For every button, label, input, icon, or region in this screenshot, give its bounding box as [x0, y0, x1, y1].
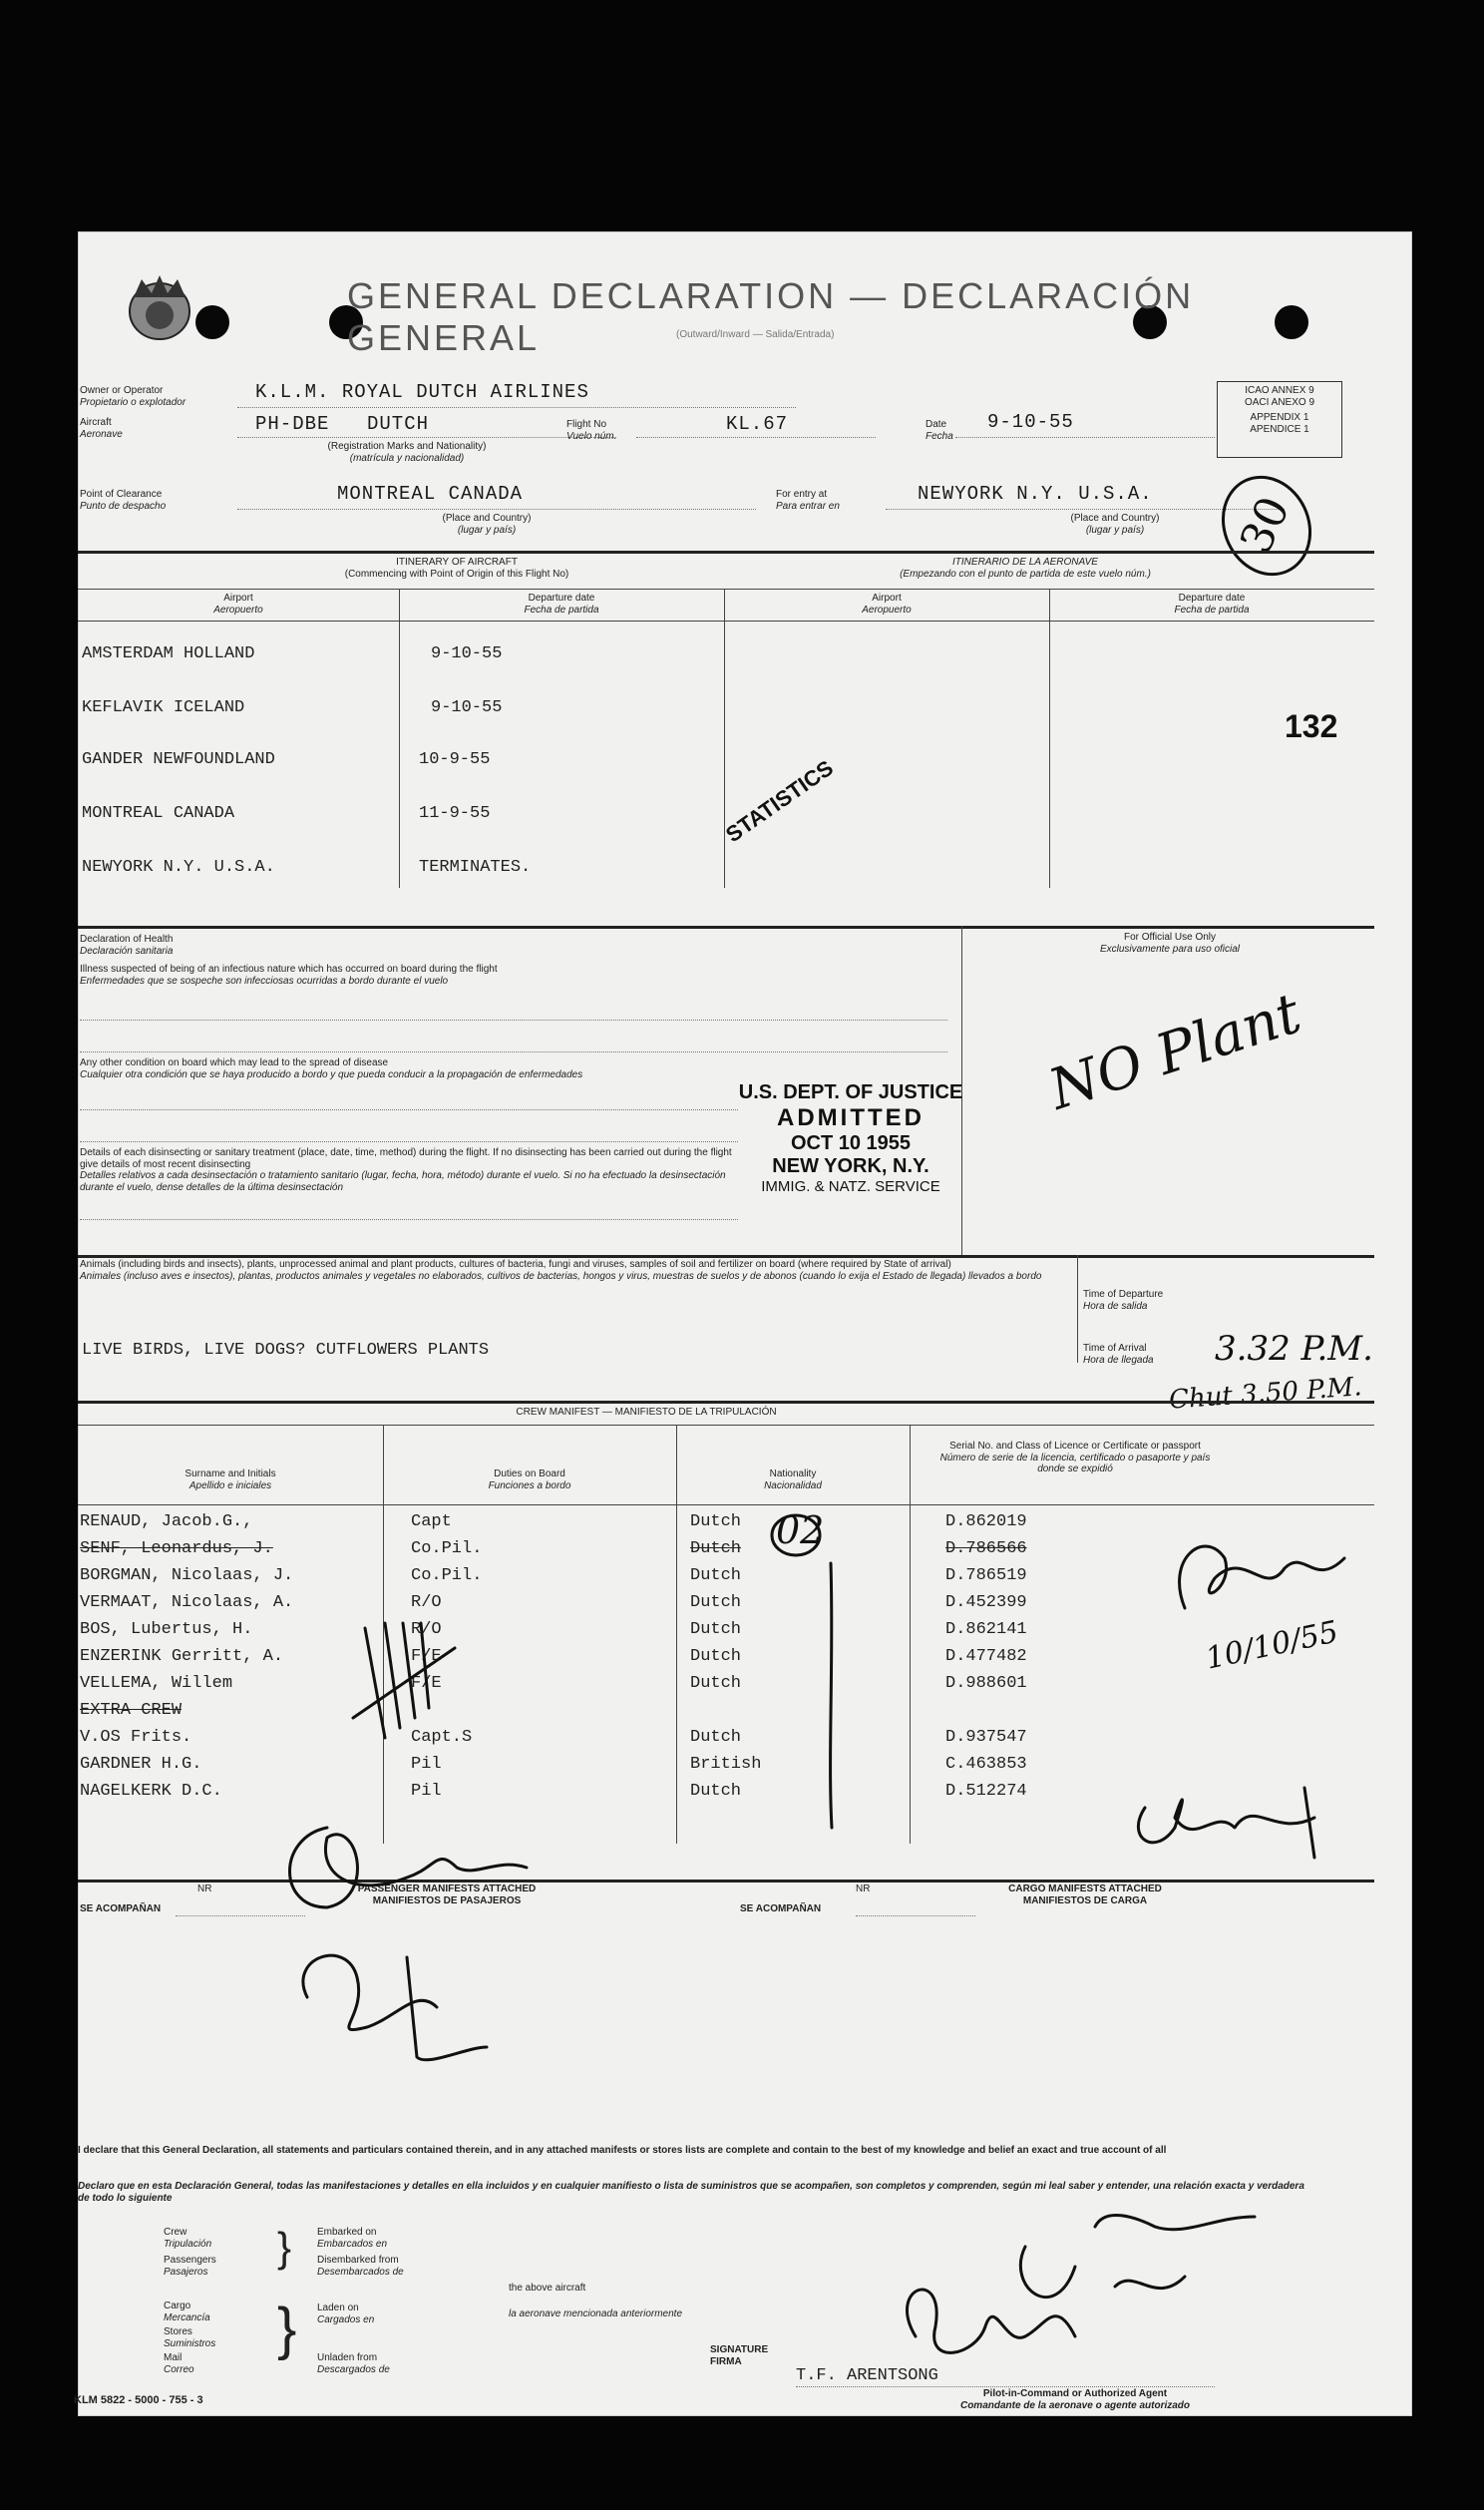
- svg-text:30: 30: [1230, 489, 1300, 562]
- itinerary-title-es: ITINERARIO DE LA AERONAVE (Empezando con el punto de partida de este vuelo núm.): [900, 557, 1151, 580]
- crew-serial: D.862019: [945, 1512, 1027, 1531]
- pax-sa: SE ACOMPAÑAN: [80, 1903, 162, 1914]
- form-title: GENERAL DECLARATION — DECLARACIÓN GENERAL: [347, 275, 1195, 358]
- crew-tally-marks: [345, 1608, 465, 1748]
- entry-caption: (Place and Country) (lugar y país): [1070, 513, 1160, 536]
- crew-date-note: 10/10/55: [1202, 1614, 1341, 1677]
- form-subtitle: (Outward/Inward — Salida/Entrada): [676, 329, 835, 340]
- crew-serial: D.786519: [945, 1566, 1027, 1585]
- above-aircraft-es: la aeronave mencionada anteriormente: [509, 2308, 682, 2319]
- crew-duty: R/O: [411, 1593, 442, 1612]
- col-airport: Airport Aeropuerto: [213, 593, 263, 616]
- pax-manifest: PASSENGER MANIFESTS ATTACHED MANIFIESTOS DE PASAJEROS: [357, 1883, 537, 1906]
- crew-serial: D.512274: [945, 1782, 1027, 1801]
- arrival-time-value-2: Chut 3.50 P.M.: [1168, 1372, 1363, 1416]
- health-q2: Any other condition on board which may lead to the spread of disease Cualquier otra condición que se haya producido a bordo y que pueda conducir a la propagación de enfermedades: [80, 1057, 583, 1080]
- col-nat: Nationality Nacionalidad: [764, 1468, 822, 1491]
- crew-nat: Dutch: [690, 1620, 742, 1639]
- crew-serial: D.988601: [945, 1674, 1027, 1693]
- owner-label: Owner or Operator Propietario o explotador: [80, 385, 186, 408]
- lad-label: Laden on Cargados en: [317, 2302, 375, 2325]
- crew-duty: Co.Pil.: [411, 1566, 483, 1585]
- dis-label: Disembarked from Desembarcados de: [317, 2255, 404, 2278]
- punch-hole: [195, 305, 229, 339]
- itinerary-airport: GANDER NEWFOUNDLAND: [82, 750, 275, 769]
- aircraft-label: Aircraft Aeronave: [80, 417, 123, 440]
- stores-label: Stores Suministros: [164, 2326, 216, 2349]
- crew-duty: Co.Pil.: [411, 1539, 483, 1558]
- crew-duty: Pil: [411, 1782, 442, 1801]
- crew-nat: Dutch: [690, 1566, 742, 1585]
- arrival-time-value: 3.32 P.M.: [1215, 1329, 1373, 1369]
- crew-duty: F/E: [411, 1647, 442, 1666]
- crew-nat: Dutch: [690, 1728, 742, 1747]
- crew-name: NAGELKERK D.C.: [80, 1782, 222, 1801]
- cargo-label: Cargo Mercancía: [164, 2301, 210, 2323]
- aircraft-caption: (Registration Marks and Nationality) (matrícula y nacionalidad): [327, 441, 487, 464]
- clearance-caption: (Place and Country) (lugar y país): [442, 513, 532, 536]
- itinerary-date: 10-9-55: [419, 750, 491, 769]
- crew-serial: D.862141: [945, 1620, 1027, 1639]
- signature-label: SIGNATURE FIRMA: [710, 2344, 769, 2367]
- itinerary-date: TERMINATES.: [419, 858, 532, 877]
- itinerary-airport: NEWYORK N.Y. U.S.A.: [82, 858, 275, 877]
- crew-name: BORGMAN, Nicolaas, J.: [80, 1566, 294, 1585]
- itinerary-airport: AMSTERDAM HOLLAND: [82, 644, 255, 663]
- health-q1: Illness suspected of being of an infectious nature which has occurred on board during the flight Enfermedades que se sospeche son infecciosas ocurridas a bordo durante el vuelo: [80, 964, 498, 987]
- health-title: Declaration of Health Declaración sanitaria: [80, 934, 174, 957]
- crew-name: SENF, Leonardus, J.: [80, 1539, 273, 1558]
- crew-serial: D.477482: [945, 1647, 1027, 1666]
- clearance-value: MONTREAL CANADA: [337, 483, 524, 505]
- crew-label: Crew Tripulación: [164, 2227, 212, 2250]
- date-label: Date Fecha: [926, 419, 953, 442]
- aircraft-nationality: DUTCH: [367, 413, 430, 435]
- entry-value: NEWYORK N.Y. U.S.A.: [918, 483, 1153, 505]
- captain-signature: [856, 2187, 1285, 2396]
- animals-value: LIVE BIRDS, LIVE DOGS? CUTFLOWERS PLANTS: [82, 1341, 490, 1360]
- crew-name: ENZERINK Gerritt, A.: [80, 1647, 284, 1666]
- itinerary-airport: MONTREAL CANADA: [82, 804, 235, 823]
- crew-name: VERMAAT, Nicolaas, A.: [80, 1593, 294, 1612]
- admitted-stamp: U.S. DEPT. OF JUSTICE ADMITTED OCT 10 1955 NEW YORK, N.Y. IMMIG. & NATZ. SERVICE: [738, 1081, 963, 1195]
- signer-role: Pilot-in-Command or Authorized Agent Comandante de la aeronave o agente autorizado: [959, 2388, 1191, 2411]
- crew-nat: Dutch: [690, 1539, 742, 1558]
- icao-box: ICAO ANNEX 9 OACI ANEXO 9 APPENDIX 1 APENDICE 1: [1217, 381, 1342, 458]
- official-note: NO Plant: [1041, 981, 1308, 1123]
- crew-name: GARDNER H.G.: [80, 1755, 202, 1774]
- crew-name: V.OS Frits.: [80, 1728, 192, 1747]
- crew-name: BOS, Lubertus, H.: [80, 1620, 253, 1639]
- declaration-en: I declare that this General Declaration, all statements and particulars contained therein, and in any attached manifests or stores lists are complete and contain to the best of my knowledge and belief an exact and true account of all: [78, 2145, 1167, 2156]
- crew-serial: C.463853: [945, 1755, 1027, 1774]
- departure-time-label: Time of Departure Hora de salida: [1083, 1289, 1164, 1312]
- crew-nat: British: [690, 1755, 762, 1774]
- declaration-form: GENERAL DECLARATION — DECLARACIÓN GENERAL (Outward/Inward — Salida/Entrada) Owner or Operator Propietario o explotador K.L.M. ROYAL DUTCH AIRLINES Aircraft Aeronave PH-DBE DUTCH (Registration Marks and Nationality) (matrícula y nacionalidad) Flight No Vuelo núm. KL.67 Date Fecha 9-10-55 ICAO ANNEX 9 OACI ANEXO 9 APPENDIX 1 APENDICE 1 Point of Clearance Punto de despacho MONTREAL CANADA (Place and Country) (lugar y país) For entry at Para entrar en NEWYORK N.Y. U.S.A. (Place and Country) (lugar y país) 30 ITINERARY OF AIRCRAFT (Commencing with Point of Origin of this Flight No) ITINERARIO DE LA AERONAVE (Empezando con el punto de partida de este vuelo núm.) Airport Aeropuerto Departure date Fecha de partida Airport Aeropuerto Departure date Fecha de partida AMSTERDAM HOLLAND 9-10-55 KEFLAVIK ICELAND 9-10-55 GANDER NEWFOUNDLAND 10-9-55 MONTREAL CANADA 11-9-55 NEWYORK N.Y. U.S.A. TERMINATES. 132 STATISTICS Declaration of Health Declaración sanitaria Illness suspected of being of an infectious nature which has occurred on board during the flight Enfermedades que se sospeche son infecciosas ocurridas a bordo durante el vuelo Any other condition on board which may lead to the spread of disease Cualquier otra condición que se haya producido a bordo y que pueda conducir a la propagación de enfermedades Details of each disinsecting or sanitary treatment (place, date, time, method) during the flight. If no disinsecting has been carried out during the flight give details of most recent disinsecting Detalles relativos a cada desinsectación o tratamiento sanitario (lugar, fecha, hora, método) durante el vuelo. Si no ha efectuado la desinsectación durante el vuelo, dense detalles de la última desinsectación For Official Use Only Exclusivamente para uso oficial NO Plant U.S. DEPT. OF JUSTICE ADMITTED OCT 10 1955 NEW YORK, N.Y. IMMIG. & NATZ. SERVICE Animals (including birds and insects), plants, unprocessed animal and plant products, cultures of bacteria, fungi and viruses, samples of soil and fertilizer on board (where required by State of arrival) Animales (incluso aves e insectos), plantas, productos animales y vegetales no elaborados, cultivos de bacterias, hongos y virus, muestras de suelos y de abonos (cuando lo exija el Estado de llegada) llevados a bordo LIVE BIRDS, LIVE DOGS? CUTFLOWERS PLANTS Time of Departure Hora de salida Time of Arrival Hora de llegada 3.32 P.M. Chut 3.50 P.M. CREW MANIFEST — MANIFIESTO DE LA TRIPULACIÓN Surname and Initials Apellido e iniciales Duties on Board Funciones a bordo Nationality Nacionalidad Serial No. and Class of Licence or Certificate or passport Número de serie de la licencia, certificado o pasaporte y país donde se expidió RENAUD, Jacob.G., Capt Dutch D.862019 SENF, Leonardus, J. Co.Pil. Dutch D.786566 BORGMAN, Nicolaas, J. Co.Pil. Dutch D.786519 VERMAAT, Nicolaas, A. R/O Dutch D.452399 BOS, Lubertus, H. R/O Dutch D.862141 ENZERINK Gerritt, A. F/E Dutch D.477482 VELLEMA, Willem F/E Dutch D.988601 EXTRA CREW V.OS Frits. Capt.S Dutch D.937547 GARDNER H.G. Pil British C.463853 NAGELKERK D.C. Pil Dutch D.512274 02 10/10/55 NR PASSENGER MANIFESTS ATTACHED MANIFIESTOS DE PASAJEROS SE ACOMPAÑAN NR SE ACOMPAÑAN CARGO MANIFESTS ATTACHED MANIFIESTOS DE CARGA I declare that this General Declaration, all statements and particulars contained therein, and in any attached manifests or stores lists are complete and contain to the best of my knowledge and belief an exact and true account of all Declaro que en esta Declaración General, todas las manifestaciones y detalles en ella incluidos y en cualquier manifiesto o lista de suministros que se acompañen, son completos y comprenden, según mi leal saber y entender, una relación exacta y verdadera de todo lo siguiente Crew Tripulación Passengers Pasajeros Cargo Mercancía Stores Suministros Mail Correo } } Embarked on Embarcados en Disembarked from Desembarcados de Laden on Cargados en Unladen from Descargados de the above aircraft la aeronave mencionada anteriormente SIGNATURE FIRMA T.F. ARENTSONG Pilot-in-Command or Authorized Agent Comandante de la aeronave o agente autorizado KLM 5822 - 5000 - 755 - 3: [78, 231, 1412, 2416]
- col-name: Surname and Initials Apellido e iniciales: [185, 1468, 276, 1491]
- entry-label: For entry at Para entrar en: [776, 489, 840, 512]
- crew-signature-2: [1115, 1768, 1344, 1868]
- col-duty: Duties on Board Funciones a bordo: [488, 1468, 571, 1491]
- flight-value: KL.67: [726, 413, 789, 435]
- arrival-time-label: Time of Arrival Hora de llegada: [1083, 1343, 1154, 1366]
- emb-label: Embarked on Embarcados en: [317, 2227, 388, 2250]
- col-date-2: Departure date Fecha de partida: [1174, 593, 1250, 616]
- flight-label: Flight No Vuelo núm.: [566, 419, 617, 442]
- col-serial: Serial No. and Class of Licence or Certificate or passport Número de serie de la licencia, certificado o pasaporte y país donde se expidió: [939, 1441, 1211, 1474]
- col-date: Departure date Fecha de partida: [524, 593, 599, 616]
- itinerary-airport: KEFLAVIK ICELAND: [82, 698, 245, 717]
- cargo-sa: SE ACOMPAÑAN: [740, 1903, 822, 1914]
- animals-text: Animals (including birds and insects), plants, unprocessed animal and plant products, cultures of bacteria, fungi and viruses, samples of soil and fertilizer on board (where required by State of arrival) Animales (incluso aves e insectos), plantas, productos animales y vegetales no elaborados, cultivos de bacterias, hongos y virus, muestras de suelos y de abonos (cuando lo exija el Estado de llegada) llevados a bordo: [80, 1259, 1042, 1282]
- crew-duty: Capt: [411, 1512, 452, 1531]
- itinerary-date: 9-10-55: [431, 698, 503, 717]
- above-aircraft: the above aircraft: [509, 2283, 586, 2294]
- crew-title: CREW MANIFEST — MANIFIESTO DE LA TRIPULACIÓN: [516, 1407, 777, 1418]
- unl-label: Unladen from Descargados de: [317, 2352, 390, 2375]
- crew-name: RENAUD, Jacob.G.,: [80, 1512, 253, 1531]
- owner-value: K.L.M. ROYAL DUTCH AIRLINES: [255, 381, 589, 403]
- footer-code: KLM 5822 - 5000 - 755 - 3: [74, 2394, 203, 2406]
- crew-nat: Dutch: [690, 1647, 742, 1666]
- statistics-stamp: STATISTICS: [721, 754, 838, 848]
- clearance-label: Point of Clearance Punto de despacho: [80, 489, 167, 512]
- itinerary-title-en: ITINERARY OF AIRCRAFT (Commencing with Point of Origin of this Flight No): [344, 557, 569, 580]
- crew-duty: R/O: [411, 1620, 442, 1639]
- crew-serial: D.937547: [945, 1728, 1027, 1747]
- attachment-signature: [267, 1798, 606, 2077]
- mail-label: Mail Correo: [164, 2352, 194, 2375]
- itinerary-date: 11-9-55: [419, 804, 491, 823]
- crew-nat: Dutch: [690, 1512, 742, 1531]
- aircraft-reg: PH-DBE: [255, 413, 330, 435]
- col-airport-2: Airport Aeropuerto: [862, 593, 912, 616]
- crew-annotation-line: [816, 1558, 846, 1838]
- klm-crown-logo: [120, 267, 199, 347]
- page-number: 132: [1285, 708, 1338, 744]
- crew-serial: D.452399: [945, 1593, 1027, 1612]
- crew-name: VELLEMA, Willem: [80, 1674, 233, 1693]
- crew-annotation: 02: [776, 1508, 825, 1552]
- crew-serial: D.786566: [945, 1539, 1027, 1558]
- cargo-nr: NR: [856, 1883, 871, 1894]
- signer-name: T.F. ARENTSONG: [796, 2366, 938, 2385]
- crew-nat: Dutch: [690, 1782, 742, 1801]
- crew-annotation-circle: [766, 1510, 826, 1560]
- crew-duty: F/E: [411, 1674, 442, 1693]
- cargo-manifest: CARGO MANIFESTS ATTACHED MANIFIESTOS DE CARGA: [1008, 1883, 1162, 1906]
- health-q3: Details of each disinsecting or sanitary treatment (place, date, time, method) during the flight. If no disinsecting has been carried out during the flight give details of most recent disinsecting Detalles relativos a cada desinsectación o tratamiento sanitario (lugar, fecha, hora, método) durante el vuelo. Si no ha efectuado la desinsectación durante el vuelo, dense detalles de la última desinsectación: [80, 1147, 732, 1193]
- crew-duty: Pil: [411, 1755, 442, 1774]
- declaration-es: Declaro que en esta Declaración General, todas las manifestaciones y detalles en ella incluidos y en cualquier manifiesto o lista de suministros que se acompañen, son completos y comprenden, según mi leal saber y entender, una relación exacta y verdadera de todo lo siguiente: [78, 2181, 1304, 2204]
- pax-nr: NR: [197, 1883, 212, 1894]
- crew-nat: Dutch: [690, 1593, 742, 1612]
- crew-duty: Capt.S: [411, 1728, 473, 1747]
- pax-label: Passengers Pasajeros: [164, 2255, 216, 2278]
- crew-name: EXTRA CREW: [80, 1701, 183, 1720]
- crew-signature-1: [1155, 1518, 1374, 1638]
- official-use: For Official Use Only Exclusivamente para uso oficial: [1099, 932, 1241, 955]
- itinerary-date: 9-10-55: [431, 644, 503, 663]
- date-value: 9-10-55: [987, 411, 1074, 433]
- crew-nat: Dutch: [690, 1674, 742, 1693]
